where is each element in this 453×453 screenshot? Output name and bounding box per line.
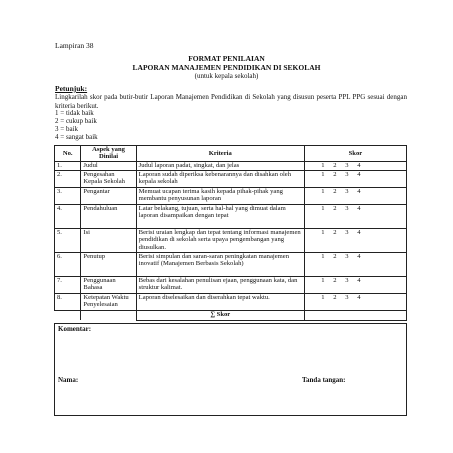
petunjuk-text: Lingkarilah skor pada butir-butir Laporan Manajemen Pendidikan di Sekolah yang disusun peserta PPL PPG sesuai dengan kriteria berikut.: [55, 93, 407, 110]
score-option[interactable]: 3: [345, 252, 349, 260]
row-aspek: Judul: [81, 161, 136, 170]
petunjuk-heading: Petunjuk:: [55, 84, 88, 93]
score-option[interactable]: 4: [357, 252, 361, 260]
row-skor: [304, 187, 406, 204]
row-aspek: Penutup: [81, 252, 136, 276]
header-aspek: Aspek yang Dinilai: [81, 146, 136, 162]
row-no: 1.: [55, 161, 81, 170]
table-row: [55, 252, 407, 276]
score-option[interactable]: 4: [357, 228, 361, 236]
score-option[interactable]: 3: [345, 161, 349, 169]
lampiran-label: Lampiran 38: [55, 41, 94, 50]
scale-item-2: 2 = cukup baik: [55, 117, 97, 125]
table-row: [55, 170, 407, 187]
score-option[interactable]: 1: [321, 204, 325, 212]
nama-label: Nama:: [58, 376, 79, 384]
row-aspek: Isi: [81, 228, 136, 252]
row-aspek: Pendahuluan: [81, 204, 136, 228]
row-no: 3.: [55, 187, 81, 204]
score-option[interactable]: 4: [357, 293, 361, 301]
row-no: 2.: [55, 170, 81, 187]
score-option[interactable]: 3: [345, 228, 349, 236]
header-no: No.: [55, 146, 81, 162]
score-option[interactable]: 2: [333, 170, 337, 178]
row-no: 4.: [55, 204, 81, 228]
tanda-tangan-label: Tanda tangan:: [302, 376, 346, 384]
row-aspek: Pengantar: [81, 187, 136, 204]
score-option[interactable]: 3: [345, 170, 349, 178]
sum-value: [304, 310, 406, 320]
row-kriteria: Judul laporan padat, singkat, dan jelas: [136, 161, 304, 170]
row-skor: [304, 276, 406, 293]
score-option[interactable]: 1: [321, 170, 325, 178]
row-no: 6.: [55, 252, 81, 276]
score-option[interactable]: 3: [345, 204, 349, 212]
table-row: [55, 161, 407, 170]
table-row: [55, 204, 407, 228]
table-row: [55, 187, 407, 204]
score-option[interactable]: 2: [333, 204, 337, 212]
score-option[interactable]: 3: [345, 276, 349, 284]
row-skor: [304, 252, 406, 276]
table-row: [55, 293, 407, 310]
score-option[interactable]: 2: [333, 252, 337, 260]
row-kriteria: Berisi uraian lengkap dan tepat tentang informasi manajemen pendidikan di sekolah serta upaya pengembangan yang diusulkan.: [136, 228, 304, 252]
table-row: [55, 228, 407, 252]
row-no: 8.: [55, 293, 81, 310]
header-kriteria: Kriteria: [136, 146, 304, 162]
row-kriteria: Memuat ucapan terima kasih kepada pihak-pihak yang membantu penyusunan laporan: [136, 187, 304, 204]
doc-subtitle: LAPORAN MANAJEMEN PENDIDIKAN DI SEKOLAH: [132, 63, 321, 72]
scale-item-1: 1 = tidak baik: [55, 109, 94, 117]
score-option[interactable]: 4: [357, 204, 361, 212]
row-kriteria: Latar belakang, tujuan, serta hal-hal yang dimuat dalam laporan disampaikan dengan tepat: [136, 204, 304, 228]
doc-title: FORMAT PENILAIAN: [188, 54, 265, 63]
score-option[interactable]: 4: [357, 276, 361, 284]
score-option[interactable]: 1: [321, 252, 325, 260]
row-kriteria: Bebas dari kesalahan penulisan ejaan, penggunaan kata, dan struktur kalimat.: [136, 276, 304, 293]
score-option[interactable]: 1: [321, 276, 325, 284]
komentar-box: [54, 323, 407, 416]
score-option[interactable]: 4: [357, 170, 361, 178]
row-skor: [304, 161, 406, 170]
score-option[interactable]: 3: [345, 187, 349, 195]
row-kriteria: Berisi simpulan dan saran-saran peningkatan manajemen inovatif (Manajemen Berbasis Sekolah): [136, 252, 304, 276]
score-option[interactable]: 2: [333, 187, 337, 195]
sum-label: ∑ Skor: [136, 310, 304, 320]
row-aspek: Pengesahan Kepala Sekolah: [81, 170, 136, 187]
score-option[interactable]: 2: [333, 276, 337, 284]
row-kriteria: Laporan diselesaikan dan diserahkan tepat waktu.: [136, 293, 304, 310]
row-skor: [304, 228, 406, 252]
komentar-label: Komentar:: [58, 325, 92, 333]
row-kriteria: Laporan sudah diperiksa kebenarannya dan disahkan oleh kepala sekolah: [136, 170, 304, 187]
row-skor: [304, 170, 406, 187]
header-skor: Skor: [304, 146, 406, 162]
row-aspek: Ketepatan Waktu Penyelesaian: [81, 293, 136, 310]
table-row: [55, 276, 407, 293]
row-skor: [304, 204, 406, 228]
score-option[interactable]: 2: [333, 161, 337, 169]
row-no: 5.: [55, 228, 81, 252]
assessment-table: [54, 145, 407, 321]
row-skor: [304, 293, 406, 310]
score-option[interactable]: 1: [321, 161, 325, 169]
score-option[interactable]: 1: [321, 187, 325, 195]
score-option[interactable]: 4: [357, 161, 361, 169]
score-option[interactable]: 2: [333, 293, 337, 301]
row-aspek: Penggunaan Bahasa: [81, 276, 136, 293]
score-option[interactable]: 3: [345, 293, 349, 301]
score-option[interactable]: 4: [357, 187, 361, 195]
sum-row: [55, 310, 407, 320]
doc-audience: (untuk kepala sekolah): [194, 72, 259, 80]
score-option[interactable]: 2: [333, 228, 337, 236]
scale-item-3: 3 = baik: [55, 125, 78, 133]
score-option[interactable]: 1: [321, 293, 325, 301]
row-no: 7.: [55, 276, 81, 293]
score-option[interactable]: 1: [321, 228, 325, 236]
table-header-row: [55, 146, 407, 162]
scale-item-4: 4 = sangat baik: [55, 133, 98, 141]
